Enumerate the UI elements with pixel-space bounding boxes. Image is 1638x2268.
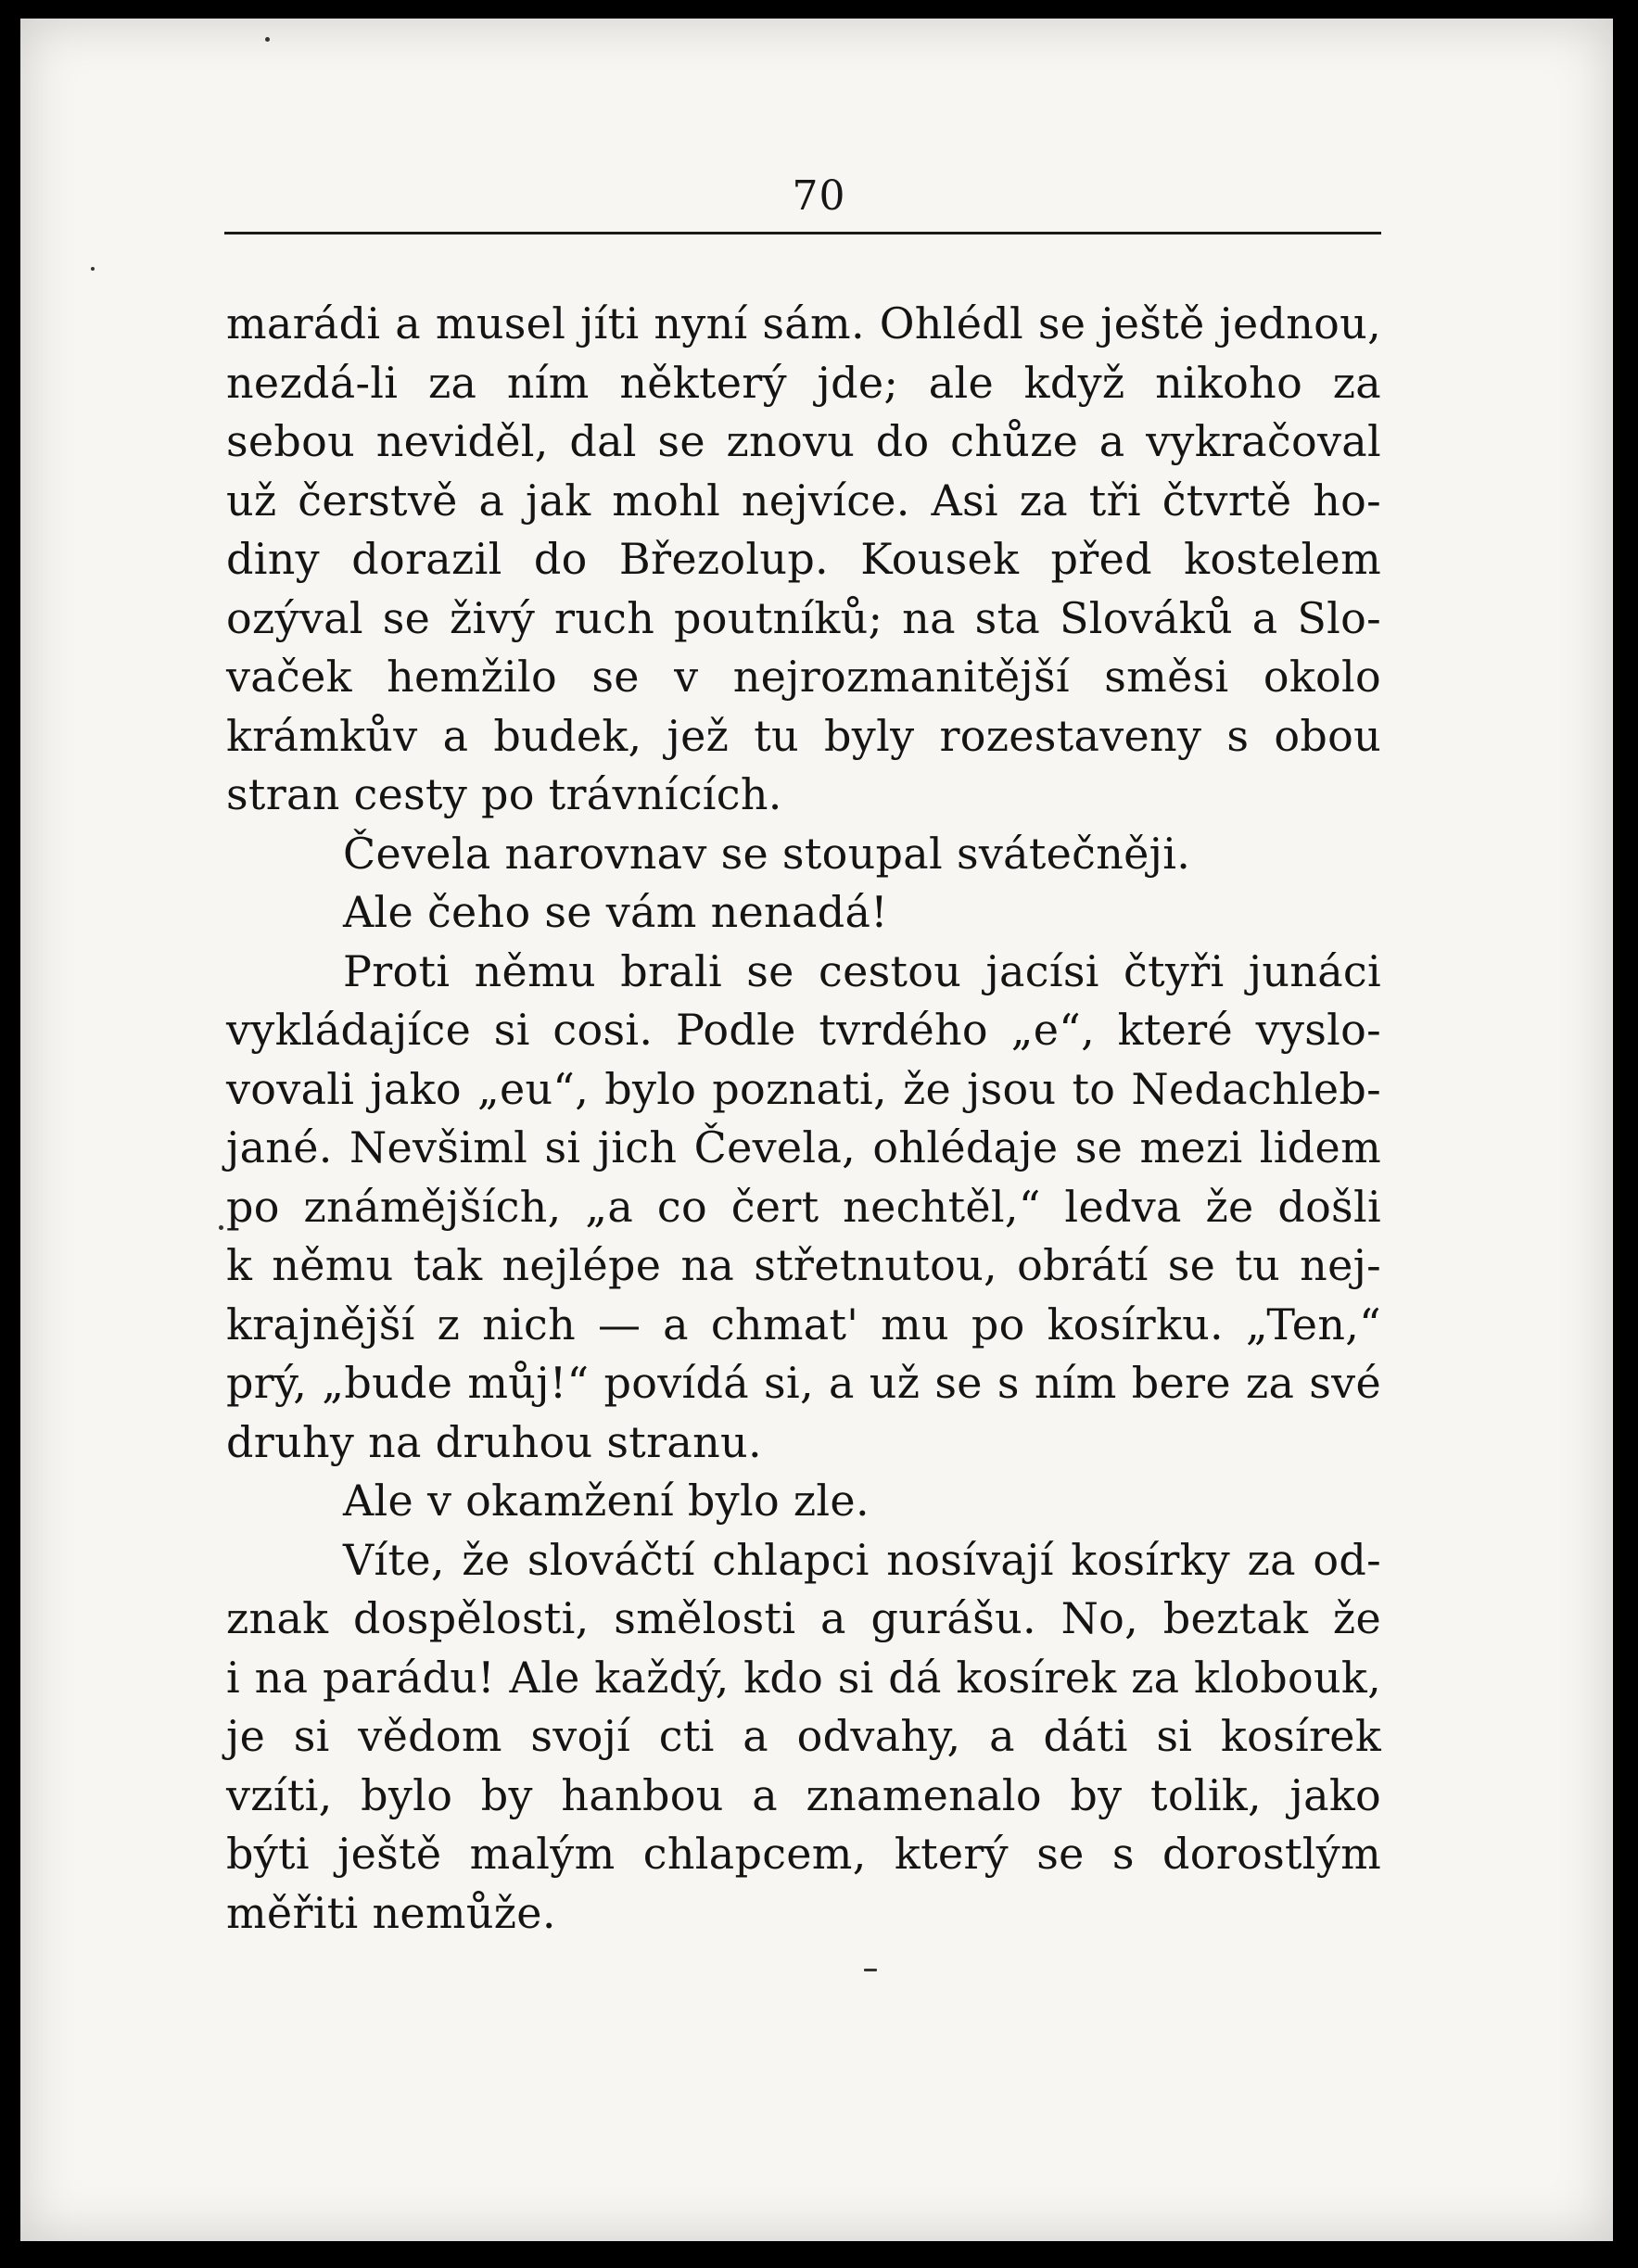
page-edge-shadow <box>1613 19 1638 2241</box>
text-line: i na parádu! Ale každý, kdo si dá kosírek za klobouk, <box>226 1652 1381 1703</box>
text-line: už čerstvě a jak mohl nejvíce. Asi za tři čtvrtě ho- <box>226 475 1381 526</box>
text-line: po známějších, „a co čert nechtěl,“ ledva že došli <box>226 1181 1381 1232</box>
text-line: druhy na druhou stranu. <box>226 1416 762 1467</box>
scan-speck <box>864 1969 877 1971</box>
text-line: krámkův a budek, jež tu byly rozestaveny s obou <box>226 710 1381 761</box>
text-line: Čevela narovnav se stoupal svátečněji. <box>343 828 1191 879</box>
text-line: k němu tak nejlépe na střetnutou, obrátí se tu nej- <box>226 1240 1381 1290</box>
text-line: stran cesty po trávnících. <box>226 769 782 819</box>
text-line: býti ještě malým chlapcem, který se s dorostlým <box>226 1829 1381 1879</box>
text-line: krajnější z nich — a chmat' mu po kosírku. „Ten,“ <box>226 1299 1381 1349</box>
body-text <box>226 295 1381 1943</box>
text-line: Ale čeho se vám nenadá! <box>343 887 888 937</box>
header-rule <box>224 232 1381 234</box>
scan-speck <box>219 1225 223 1230</box>
text-line: vzíti, bylo by hanbou a znamenalo by tolik, jako <box>226 1769 1381 1820</box>
text-line: vaček hemžilo se v nejrozmanitější směsi okolo <box>226 652 1381 702</box>
text-line: marádi a musel jíti nyní sám. Ohlédl se ještě jednou, <box>226 298 1381 348</box>
text-line: vovali jako „eu“, bylo poznati, že jsou to Nedachleb- <box>226 1063 1381 1114</box>
text-line: diny dorazil do Březolup. Kousek před kostelem <box>226 534 1381 584</box>
text-line: znak dospělosti, smělosti a gurášu. No, beztak že <box>226 1593 1381 1643</box>
text-line: sebou neviděl, dal se znovu do chůze a vykračoval <box>226 416 1381 466</box>
text-line: je si vědom svojí cti a odvahy, a dáti si kosírek <box>226 1711 1381 1761</box>
text-line: prý, „bude můj!“ povídá si, a už se s ním bere za své <box>226 1358 1381 1408</box>
scan-speck <box>91 267 95 271</box>
page-number: 70 <box>792 172 846 220</box>
text-line: nezdá-li za ním některý jde; ale když nikoho za <box>226 357 1381 408</box>
text-line: Ale v okamžení bylo zle. <box>343 1476 870 1526</box>
text-line: ozýval se živý ruch poutníků; na sta Slováků a Slo- <box>226 592 1381 643</box>
text-line: Proti němu brali se cestou jacísi čtyři junáci <box>343 945 1381 996</box>
scan-speck <box>265 37 270 42</box>
text-line: jané. Nevšiml si jich Čevela, ohlédaje se mezi lidem <box>226 1122 1381 1172</box>
text-line: Víte, že slováčtí chlapci nosívají kosírky za od- <box>343 1534 1381 1585</box>
text-line: měřiti nemůže. <box>226 1887 556 1938</box>
text-line: vykládajíce si cosi. Podle tvrdého „e“, které vyslo- <box>226 1005 1381 1055</box>
